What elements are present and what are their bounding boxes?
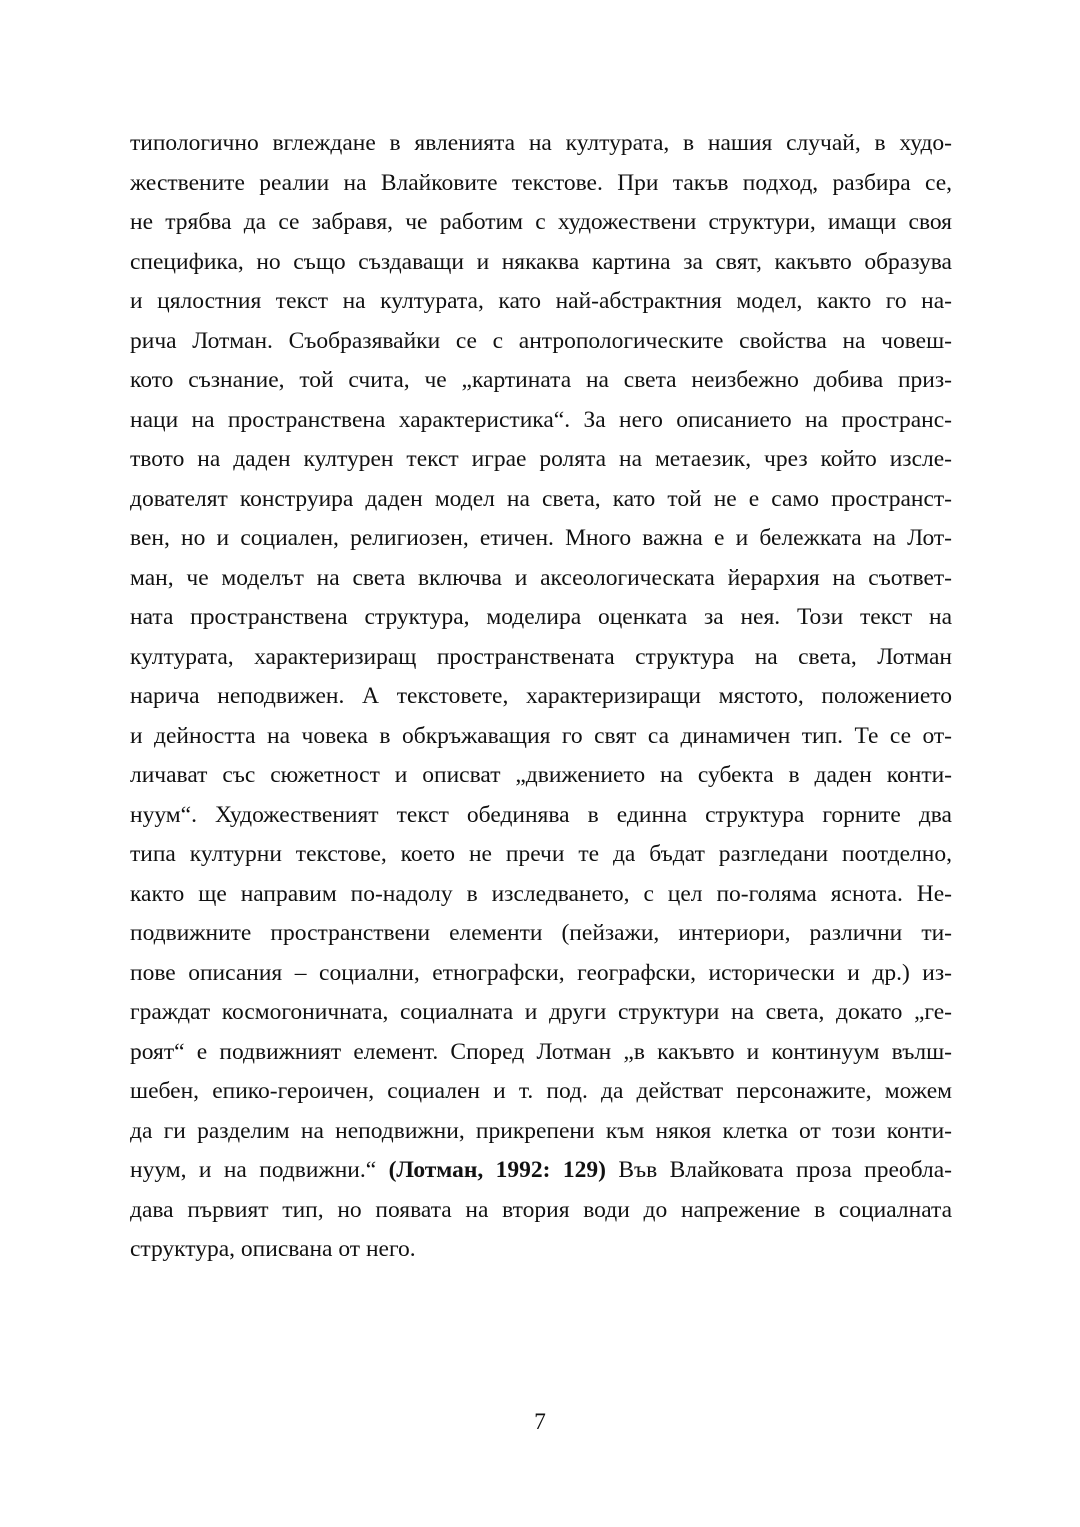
text-line: жествените реалии на Влайковите текстове. При такъв подход, разбира се,: [130, 169, 952, 196]
text-line: не трябва да се забравя, че работим с художествени структури, имащи своя: [130, 209, 952, 235]
text-line: дователят конструира даден модел на света, като той не е само пространст-: [130, 485, 952, 512]
text-line: нуум“. Художественият текст обединява в единна структура горните два: [130, 801, 952, 828]
text-line: шебен, епико-героичен, социален и т. под. да действат персонажите, можем: [130, 1078, 952, 1104]
citation-reference: (Лотман, 1992: 129): [388, 1157, 606, 1183]
text-line: ната пространствена структура, моделира оценката за нея. Този текст на: [130, 604, 952, 630]
text-line: и дейността на човека в обкръжаващия го свят са динамичен тип. Те се от-: [130, 722, 952, 749]
text-line: нарича неподвижен. А текстовете, характеризиращи мястото, положението: [130, 683, 952, 709]
text-line: както ще направим по-надолу в изследването, с цел по-голяма яснота. Не-: [130, 880, 952, 907]
text-segment: нуум, и на подвижни.“: [130, 1157, 389, 1183]
text-line: дава първият тип, но появата на втория води до напрежение в социалната: [130, 1196, 952, 1223]
text-line: личават със сюжетност и описват „движението на субекта в даден конти-: [130, 762, 952, 788]
text-line: и цялостния текст на културата, като най-абстрактния модел, както го на-: [130, 288, 952, 314]
text-line: роят“ е подвижният елемент. Според Лотман „в какъвто и континуум вълш-: [130, 1038, 952, 1065]
text-line: да ги разделим на неподвижни, прикрепени към някоя клетка от този конти-: [130, 1117, 952, 1144]
text-line: рича Лотман. Съобразявайки се с антропологическите свойства на човеш-: [130, 327, 952, 354]
text-line: културата, характеризиращ пространствената структура на света, Лотман: [130, 643, 952, 670]
page-number: 7: [534, 1409, 546, 1435]
body-text: [130, 124, 952, 1270]
text-line: вен, но и социален, религиозен, етичен. Много важна е и бележката на Лот-: [130, 525, 952, 551]
text-line: подвижните пространствени елементи (пейзажи, интериори, различни ти-: [130, 920, 952, 946]
text-line: типа културни текстове, което не пречи те да бъдат разгледани поотделно,: [130, 841, 952, 867]
text-line: пове описания – социални, етнографски, географски, исторически и др.) из-: [130, 959, 952, 986]
text-line: типологично вглеждане в явленията на културата, в нашия случай, в худо-: [130, 130, 952, 156]
text-segment: Във Влайковата проза преобла-: [605, 1157, 952, 1183]
text-line: специфика, но също създаващи и някаква картина за свят, какъвто образува: [130, 248, 952, 275]
text-line: ман, че моделът на света включва и аксеологическата йерархия на съответ-: [130, 564, 952, 591]
text-line: кото съзнание, той счита, че „картината на света неизбежно добива приз-: [130, 367, 952, 393]
text-line-with-citation: [130, 1151, 952, 1191]
text-line: наци на пространствена характеристика“. За него описанието на пространс-: [130, 406, 952, 433]
text-line: твото на даден културен текст играе ролята на метаезик, чрез който изсле-: [130, 446, 952, 472]
text-line-last: структура, описвана от него.: [130, 1236, 416, 1262]
text-line: граждат космогоничната, социалната и други структури на света, докато „ге-: [130, 999, 952, 1025]
